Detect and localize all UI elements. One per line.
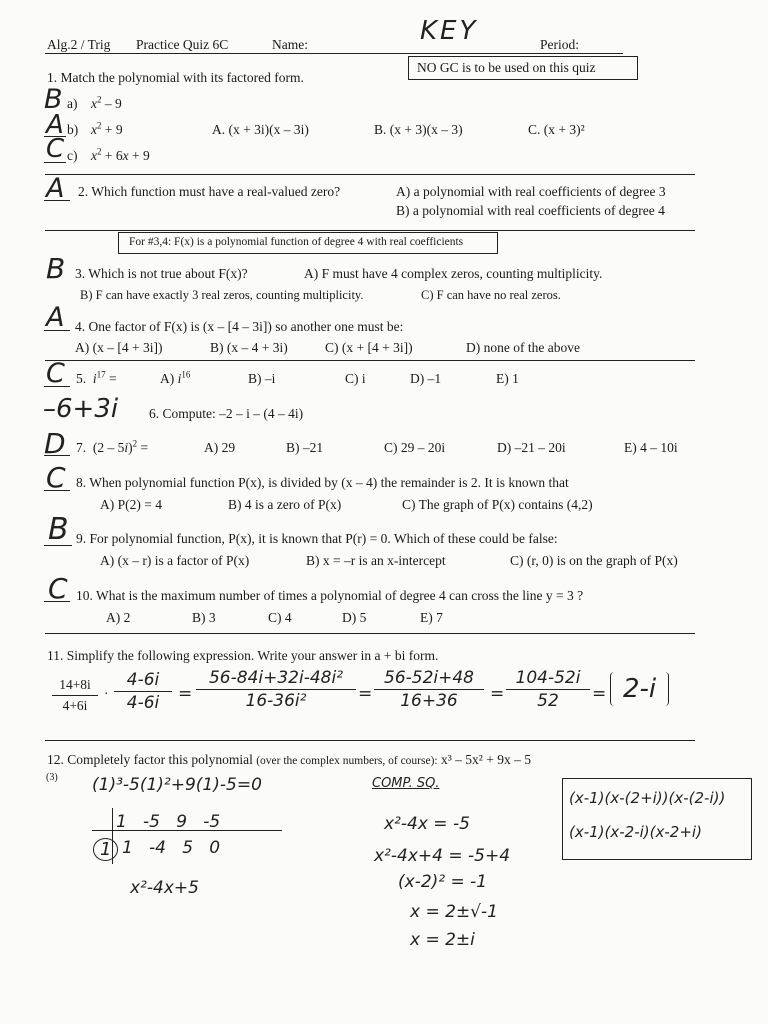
- q1c-letter: c): [67, 148, 78, 163]
- q1-prompt: 1. Match the polynomial with its factored form.: [47, 70, 304, 85]
- q5-option-b: B) –i: [248, 371, 276, 386]
- q11-step1-den: 16-36i²: [245, 691, 307, 711]
- q8-option-c: C) The graph of P(x) contains (4,2): [402, 497, 593, 512]
- notice-box: [408, 56, 638, 80]
- q12-synth-vline: [112, 808, 113, 864]
- q6-answer: –6+3i: [43, 394, 119, 424]
- q11-step1-bar: [196, 689, 356, 690]
- q5-prompt: 5. $i^{17}$ =: [76, 369, 117, 386]
- q11-mult-num: 4-6i: [126, 670, 160, 690]
- q12-poly: x³ – 5x² + 9x – 5: [440, 752, 531, 767]
- q11-frac-bar: [52, 695, 98, 696]
- q11-step1: [196, 668, 356, 711]
- q2-option-a: A) a polynomial with real coefficients of degree 3: [396, 184, 666, 199]
- name-value: KEY: [420, 16, 479, 46]
- q11-eq-1: =: [178, 684, 193, 704]
- q11-eq-2: =: [358, 684, 373, 704]
- q10-option-b: B) 3: [192, 610, 216, 625]
- q4-answer-line: [44, 330, 70, 331]
- q1b-letter: b): [67, 122, 79, 137]
- q4-option-c: C) (x + [4 + 3i]): [325, 340, 413, 355]
- q12-cs-step4: x = 2±√-1: [410, 902, 498, 922]
- q3-answer: B: [46, 252, 66, 285]
- divider-2: [45, 230, 695, 231]
- q11-step2-num: 56-52i+48: [384, 668, 474, 688]
- q10-option-a: A) 2: [106, 610, 131, 625]
- notice-text: NO GC is to be used on this quiz: [417, 60, 596, 75]
- q2-answer: A: [46, 173, 65, 204]
- q2-prompt: 2. Which function must have a real-valued zero?: [78, 184, 341, 199]
- quiz-title: Practice Quiz 6C: [136, 37, 229, 52]
- q1b-answer: A: [46, 110, 64, 140]
- period-label: Period:: [540, 37, 579, 52]
- q11-frac-den: 4+6i: [62, 698, 88, 713]
- q5-answer: C: [46, 358, 65, 389]
- q11-mult-den: 4-6i: [126, 693, 160, 713]
- q9-option-a: A) (x – r) is a factor of P(x): [100, 553, 250, 568]
- q9-option-c: C) (r, 0) is on the graph of P(x): [510, 553, 678, 568]
- q10-prompt: 10. What is the maximum number of times a polynomial of degree 4 can cross the line y = 3 ?: [76, 588, 584, 603]
- q4-prompt: 4. One factor of F(x) is (x – [4 – 3i]) so another one must be:: [75, 319, 404, 334]
- q2-option-b: B) a polynomial with real coefficients of degree 4: [396, 203, 665, 218]
- q1c-answer-line: [44, 162, 66, 163]
- divider-1: [45, 174, 695, 175]
- q11-step2-bar: [374, 689, 484, 690]
- q9-answer: B: [48, 512, 69, 547]
- q11-mult-fraction: [114, 670, 172, 713]
- q3-option-c: C) F can have no real zeros.: [421, 288, 561, 302]
- q3-option-b: B) F can have exactly 3 real zeros, counting multiplicity.: [80, 288, 364, 302]
- q5-option-c: C) i: [345, 371, 366, 386]
- q11-step2: [374, 668, 484, 711]
- name-label: Name:: [272, 37, 308, 52]
- q7-answer: D: [44, 427, 66, 460]
- q11-eq-4: =: [592, 684, 607, 704]
- q7-option-c: C) 29 – 20i: [384, 440, 446, 455]
- q11-frac-num: 14+8i: [59, 677, 91, 692]
- q12-answer-line1: (x-1)(x-(2+i))(x-(2-i)): [569, 789, 726, 807]
- q3-prompt: 3. Which is not true about F(x)?: [75, 266, 248, 281]
- q7-option-a: A) 29: [204, 440, 236, 455]
- note-box: [118, 232, 498, 254]
- q5-answer-line: [44, 386, 70, 387]
- q11-step2-den: 16+36: [400, 691, 458, 711]
- q8-answer: C: [46, 461, 66, 494]
- q12-quotient: x²-4x+5: [130, 878, 199, 898]
- q10-option-d: D) 5: [342, 610, 367, 625]
- q12-cs-step1: x²-4x = -5: [384, 814, 470, 834]
- q12-test-root: (1)³-5(1)²+9(1)-5=0: [92, 775, 262, 795]
- q1c-answer: C: [46, 134, 65, 164]
- q11-step3-den: 52: [537, 691, 559, 711]
- q8-option-a: A) P(2) = 4: [100, 497, 162, 512]
- q8-prompt: 8. When polynomial function P(x), is divided by (x – 4) the remainder is 2. It is known that: [76, 475, 569, 490]
- q7-prompt: 7. (2 – 5i)$^2$ =: [76, 438, 149, 455]
- course-label: Alg.2 / Trig: [47, 37, 111, 52]
- q5-option-e: E) 1: [496, 371, 519, 386]
- q12-cs-step5: x = 2±i: [410, 930, 475, 950]
- q7-option-b: B) –21: [286, 440, 324, 455]
- q12-comp-sq-label: COMP. SQ.: [372, 776, 440, 791]
- q8-option-b: B) 4 is a zero of P(x): [228, 497, 342, 512]
- header-underline: [45, 53, 623, 54]
- q12-answer-box: [562, 778, 752, 860]
- q10-option-e: E) 7: [420, 610, 443, 625]
- q12-cs-step2: x²-4x+4 = -5+4: [374, 846, 511, 866]
- q1-choice-a: A. (x + 3i)(x – 3i): [212, 122, 309, 137]
- q5-option-a: A) $i^{16}$: [160, 369, 191, 386]
- q10-option-c: C) 4: [268, 610, 292, 625]
- q9-option-b: B) x = –r is an x-intercept: [306, 553, 446, 568]
- q1a-letter: a): [67, 96, 78, 111]
- q11-dot: ·: [104, 686, 109, 701]
- q7-option-d: D) –21 – 20i: [497, 440, 566, 455]
- q11-result: 2-i: [610, 672, 669, 706]
- q12-cs-step3: (x-2)² = -1: [398, 872, 488, 892]
- q6-prompt: 6. Compute: –2 – i – (4 – 4i): [149, 406, 304, 421]
- q1b-expr: $x^2 + 9$: [91, 120, 123, 137]
- q9-prompt: 9. For polynomial function, P(x), it is known that P(r) = 0. Which of these could be false:: [76, 531, 558, 546]
- q4-answer: A: [46, 302, 65, 333]
- q1c-expr: $x^2 + 6x + 9$: [91, 146, 150, 163]
- q4-option-d: D) none of the above: [466, 340, 580, 355]
- q11-fraction: [52, 677, 98, 714]
- q5-option-d: D) –1: [410, 371, 442, 386]
- q1-choice-b: B. (x + 3)(x – 3): [374, 122, 463, 137]
- q7-option-e: E) 4 – 10i: [624, 440, 678, 455]
- q8-answer-line: [44, 490, 70, 491]
- q12-points: (3): [46, 772, 58, 783]
- q12-synth-root: 1: [93, 838, 118, 861]
- q7-answer-line: [44, 455, 70, 456]
- q4-option-b: B) (x – 4 + 3i): [210, 340, 288, 355]
- q1a-answer: B: [44, 84, 63, 115]
- q12-synth-bar: [92, 830, 282, 831]
- q1-choice-c: C. (x + 3)²: [528, 122, 585, 137]
- q4-option-a: A) (x – [4 + 3i]): [75, 340, 163, 355]
- q11-step1-num: 56-84i+32i-48i²: [208, 668, 344, 688]
- q11-eq-3: =: [490, 684, 505, 704]
- q11-mult-bar: [114, 691, 172, 692]
- q12-prompt-main: 12. Completely factor this polynomial: [47, 752, 253, 767]
- q9-answer-line: [44, 545, 72, 546]
- q11-step3-bar: [506, 689, 590, 690]
- q12-prompt-small: (over the complex numbers, of course):: [256, 755, 438, 767]
- divider-4: [45, 633, 695, 634]
- q3-option-a: A) F must have 4 complex zeros, counting multiplicity.: [304, 266, 603, 281]
- q12-synth-row1: 1 -5 9 -5: [116, 812, 221, 832]
- q12-synth-row2: 1 -4 5 0: [122, 838, 221, 858]
- q11-step3-num: 104-52i: [515, 668, 581, 688]
- divider-3: [45, 360, 695, 361]
- q11-prompt: 11. Simplify the following expression. Write your answer in a + bi form.: [47, 648, 439, 663]
- divider-5: [45, 740, 695, 741]
- q12-answer-line2: (x-1)(x-2-i)(x-2+i): [569, 823, 702, 841]
- note-text: For #3,4: F(x) is a polynomial function of degree 4 with real coefficients: [129, 236, 464, 248]
- q10-answer: C: [48, 572, 68, 605]
- q10-answer-line: [44, 601, 70, 602]
- q1a-expr: $x^2 - 9$: [91, 94, 122, 111]
- q2-answer-line: [44, 200, 70, 201]
- q11-step3: [506, 668, 590, 711]
- q12-prompt: [47, 752, 531, 768]
